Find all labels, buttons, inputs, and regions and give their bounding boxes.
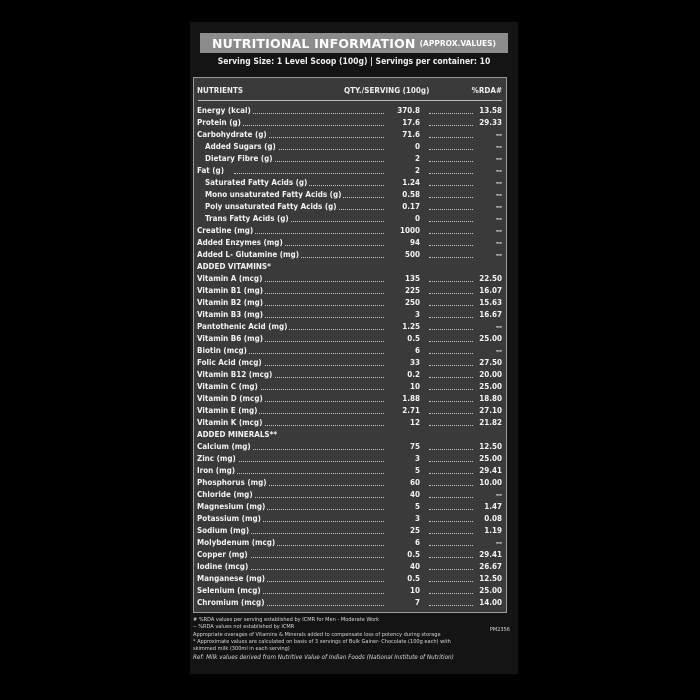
qty-value: 0.17 [384,201,420,212]
dot-leader [429,305,475,306]
footnotes [193,617,513,662]
nutrient-name: Energy (kcal) [197,106,251,115]
qty-value: 0.5 [384,573,420,584]
nutrient-name: Sodium (mg) [197,526,250,535]
qty-value: 3 [384,513,420,524]
rda-value: -- [473,321,502,332]
nutrient-name: Dietary Fibre (g) [205,154,273,163]
table-row [194,561,506,572]
table-row [194,465,506,476]
qty-value: 135 [384,273,420,284]
dot-leader [429,449,475,450]
rda-value: 12.50 [473,573,502,584]
nutrient-name: Added Enzymes (mg) [197,238,283,247]
table-row [194,165,506,176]
nutrient-name: Added Sugars (g) [205,142,276,151]
qty-value: 3 [384,309,420,320]
dot-leader [429,461,475,462]
dot-leader [429,557,475,558]
table-row [194,297,506,308]
nutrient-name: Phosphorus (mg) [197,478,267,487]
dot-leader [429,317,475,318]
rda-value: 25.00 [473,333,502,344]
footnote-line: * Approximate values are calculated on basis of 3 servings of Bulk Gainer- Chocolate (100g each) with [193,638,451,645]
table-row [194,201,506,212]
rda-value: -- [473,225,502,236]
nutrient-name: Manganese (mg) [197,574,266,583]
rda-value: -- [473,153,502,164]
rda-value: -- [473,489,502,500]
rda-value: -- [473,345,502,356]
nutrient-name: Carbohydrate (g) [197,130,267,139]
dot-leader [429,389,475,390]
table-row [194,105,506,116]
qty-value: 2 [384,153,420,164]
dot-leader [429,209,475,210]
qty-value: 1.88 [384,393,420,404]
qty-value: 3 [384,453,420,464]
nutrient-name: Poly unsaturated Fatty Acids (g) [205,202,337,211]
rda-value: 18.80 [473,393,502,404]
qty-value: 225 [384,285,420,296]
qty-value: 0.5 [384,333,420,344]
table-row [194,189,506,200]
rda-value: 10.00 [473,477,502,488]
nutrient-name: Folic Acid (mcg) [197,358,262,367]
nutrient-name: Added L- Glutamine (mg) [197,250,299,259]
qty-value: 10 [384,381,420,392]
nutrient-name: Potassium (mg) [197,514,261,523]
rda-value: 25.00 [473,453,502,464]
dot-leader [429,473,475,474]
table-row [194,285,506,296]
header-nutrients: NUTRIENTS [197,86,244,95]
qty-value: 75 [384,441,420,452]
nutrient-name: Vitamin B6 (mg) [197,334,264,343]
rda-value: -- [473,129,502,140]
qty-value: 40 [384,489,420,500]
table-row [194,453,506,464]
nutrient-name: Iodine (mcg) [197,562,249,571]
rda-value: 26.67 [473,561,502,572]
qty-value: 60 [384,477,420,488]
dot-leader [429,173,475,174]
rda-value: -- [473,177,502,188]
table-row [194,177,506,188]
dot-leader [429,401,475,402]
nutrient-name: Copper (mg) [197,550,248,559]
footnote-line: -- %RDA values not established by ICMR [193,624,295,631]
panel-title-sub: (APPROX.VALUES) [419,38,496,48]
dot-leader [429,497,475,498]
rda-value: 29.41 [473,549,502,560]
nutrient-name: Molybdenum (mcg) [197,538,276,547]
rda-value: -- [473,165,502,176]
nutrient-name: Calcium (mg) [197,442,251,451]
nutrition-panel [190,22,518,674]
nutrient-name: Fat (g) [197,166,224,175]
qty-value: 0 [384,141,420,152]
dot-leader [429,521,475,522]
section-heading: ADDED VITAMINS* [197,262,271,271]
qty-value: 2.71 [384,405,420,416]
nutrient-name: Pantothenic Acid (mg) [197,322,288,331]
dot-leader [429,377,475,378]
rda-value: 22.50 [473,273,502,284]
qty-value: 250 [384,297,420,308]
dot-leader [429,413,475,414]
table-row [194,225,506,236]
rda-value: 27.50 [473,357,502,368]
nutrient-name: Creatine (mg) [197,226,254,235]
footnote-line: skimmed milk (300ml in each serving) [193,646,290,653]
dot-leader [429,593,475,594]
table-row [194,141,506,152]
dot-leader [429,233,475,234]
table-row [194,213,506,224]
table-row [194,597,506,608]
section-heading: ADDED MINERALS** [197,430,278,439]
qty-value: 10 [384,585,420,596]
qty-value: 6 [384,345,420,356]
table-row [194,309,506,320]
rda-value: 21.82 [473,417,502,428]
dot-leader [429,425,475,426]
dot-leader [429,341,475,342]
rda-value: 29.33 [473,117,502,128]
rda-value: -- [473,237,502,248]
dot-leader [429,353,475,354]
qty-value: 0.58 [384,189,420,200]
nutrient-name: Trans Fatty Acids (g) [205,214,289,223]
qty-value: 0 [384,213,420,224]
nutrient-name: Zinc (mg) [197,454,236,463]
qty-value: 7 [384,597,420,608]
footnote-reference: Ref: Milk values derived from Nutritive Value of Indian Foods (National Institute of Nutrition) [193,654,454,662]
rda-value: 29.41 [473,465,502,476]
dot-leader [429,185,475,186]
dot-leader [429,569,475,570]
dot-leader [429,257,475,258]
qty-value: 1000 [384,225,420,236]
table-row [194,369,506,380]
dot-leader [429,293,475,294]
dot-leader [429,605,475,606]
rda-value: -- [473,249,502,260]
table-row [194,321,506,332]
table-row [194,441,506,452]
header-divider [198,100,502,101]
panel-title: NUTRITIONAL INFORMATION [212,35,416,51]
dot-leader [429,281,475,282]
dot-leader [429,365,475,366]
rda-value: -- [473,537,502,548]
dot-leader [429,485,475,486]
dot-leader [429,509,475,510]
table-row [194,345,506,356]
rda-value: 16.07 [473,285,502,296]
table-row [194,489,506,500]
nutrient-name: Vitamin B3 (mg) [197,310,264,319]
table-row [194,153,506,164]
dot-leader [429,125,475,126]
dot-leader [429,581,475,582]
dot-leader [429,149,475,150]
table-row [194,417,506,428]
qty-value: 1.25 [384,321,420,332]
rda-value: 20.00 [473,369,502,380]
nutrient-name: Selenium (mcg) [197,586,261,595]
rda-value: -- [473,213,502,224]
rda-value: 25.00 [473,585,502,596]
rda-value: 0.08 [473,513,502,524]
nutrient-name: Vitamin D (mcg) [197,394,263,403]
qty-value: 1.24 [384,177,420,188]
serving-info: Serving Size: 1 Level Scoop (100g) | Servings per container: 10 [217,57,491,67]
table-row [194,513,506,524]
table-row [194,333,506,344]
table-row [194,273,506,284]
rda-value: 14.00 [473,597,502,608]
qty-value: 2 [384,165,420,176]
nutrient-name: Vitamin B1 (mg) [197,286,264,295]
dot-leader [429,137,475,138]
dot-leader [429,221,475,222]
dot-leader [429,245,475,246]
nutrient-name: Iron (mg) [197,466,236,475]
rda-value: 25.00 [473,381,502,392]
rda-value: -- [473,141,502,152]
nutrition-table [193,77,507,613]
qty-value: 5 [384,501,420,512]
dot-leader [429,545,475,546]
nutrient-name: Vitamin E (mg) [197,406,258,415]
nutrient-name: Chromium (mcg) [197,598,265,607]
table-row [194,249,506,260]
table-row [194,477,506,488]
qty-value: 17.6 [384,117,420,128]
qty-value: 33 [384,357,420,368]
rda-value: 1.47 [473,501,502,512]
nutrient-name: Vitamin A (mcg) [197,274,263,283]
table-row [194,381,506,392]
dot-leader [429,113,475,114]
dot-leader [429,197,475,198]
qty-value: 12 [384,417,420,428]
header-rda: %RDA# [471,86,502,95]
table-row [194,525,506,536]
qty-value: 370.8 [384,105,420,116]
footnote-line: Appropriate overages of Vitamins & Minerals added to compensate loss of potency during storage [193,631,441,638]
rda-value: 27.10 [473,405,502,416]
rda-value: 12.50 [473,441,502,452]
qty-value: 500 [384,249,420,260]
rda-value: 15.63 [473,297,502,308]
footnote-line: # %RDA values per serving established by ICMR for Men - Moderate Work [193,617,380,623]
nutrient-name: Vitamin B12 (mcg) [197,370,273,379]
nutrient-name: Chloride (mg) [197,490,253,499]
product-code: PM2356 [489,627,510,633]
dot-leader [429,533,475,534]
nutrient-name: Vitamin B2 (mg) [197,298,264,307]
rda-value: 13.58 [473,105,502,116]
table-row [194,129,506,140]
dot-leader [429,329,475,330]
rda-value: -- [473,201,502,212]
rda-value: -- [473,189,502,200]
table-row [194,501,506,512]
table-row [194,357,506,368]
qty-value: 0.5 [384,549,420,560]
table-row [194,117,506,128]
nutrient-name: Vitamin C (mg) [197,382,258,391]
qty-value: 0.2 [384,369,420,380]
table-row [194,393,506,404]
table-row [194,537,506,548]
nutrient-name: Biotin (mcg) [197,346,247,355]
nutrient-name: Saturated Fatty Acids (g) [205,178,308,187]
table-row [194,585,506,596]
qty-value: 25 [384,525,420,536]
table-row [194,573,506,584]
nutrient-name: Protein (g) [197,118,241,127]
qty-value: 94 [384,237,420,248]
table-row [194,405,506,416]
dot-leader [429,161,475,162]
table-row [194,549,506,560]
qty-value: 71.6 [384,129,420,140]
qty-value: 5 [384,465,420,476]
header-qty: QTY./SERVING (100g) [344,86,430,95]
rda-value: 16.67 [473,309,502,320]
title-bar [200,33,508,53]
qty-value: 6 [384,537,420,548]
nutrient-name: Vitamin K (mcg) [197,418,263,427]
table-row [194,237,506,248]
rda-value: 1.19 [473,525,502,536]
nutrient-name: Magnesium (mg) [197,502,266,511]
qty-value: 40 [384,561,420,572]
nutrient-name: Mono unsaturated Fatty Acids (g) [205,190,342,199]
